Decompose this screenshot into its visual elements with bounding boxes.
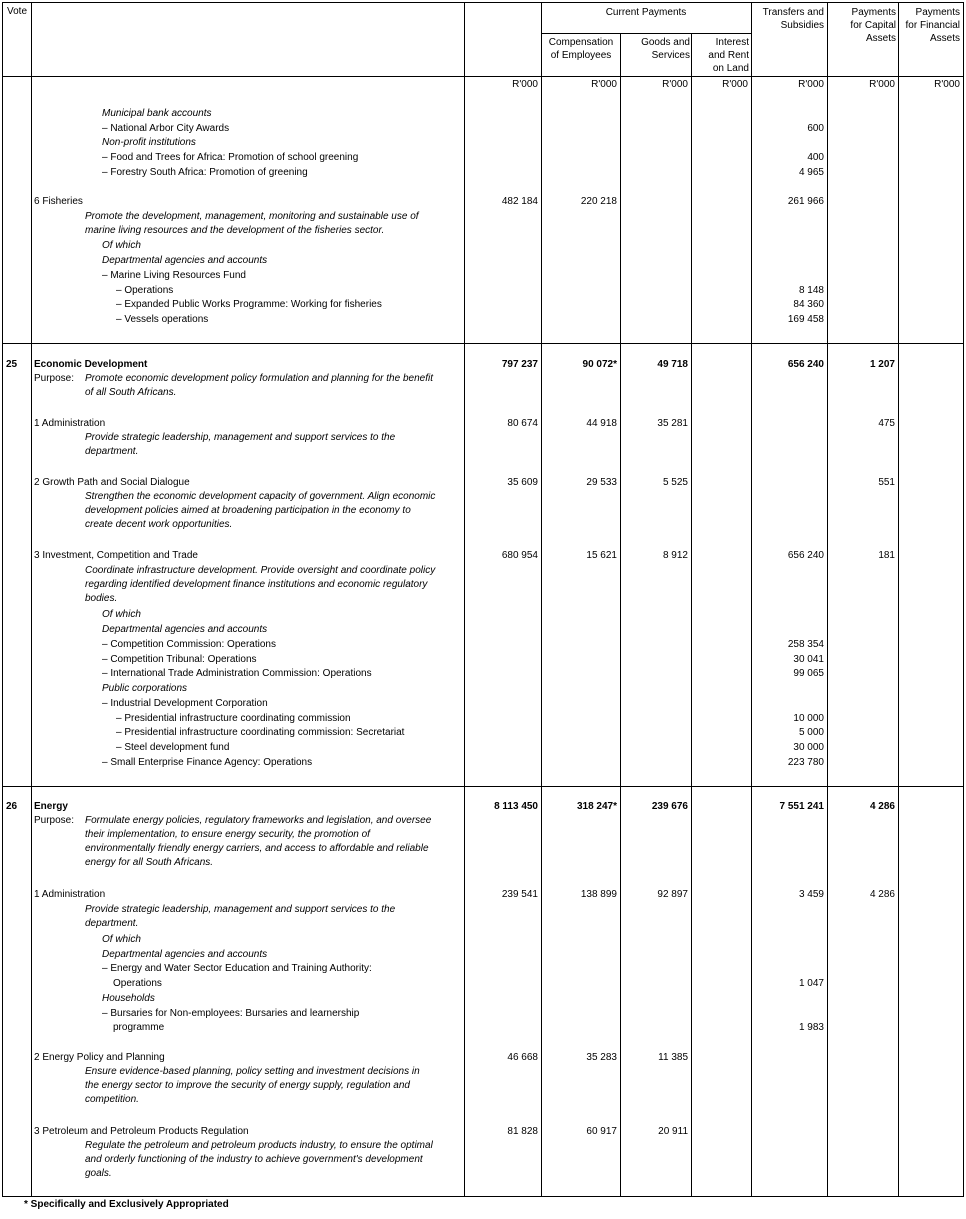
cell-tr: 3 459 <box>798 889 824 900</box>
header-vote: Vote <box>7 6 28 17</box>
cell-comp: 90 072* <box>582 359 617 370</box>
cell-goods: 35 281 <box>657 418 688 429</box>
footnote: * Specifically and Exclusively Appropriated <box>24 1199 229 1210</box>
unit-financial: R'000 <box>934 79 960 90</box>
cell-cap: 475 <box>878 418 895 429</box>
row-description: their implementation, to ensure energy security, the promotion of <box>85 829 370 840</box>
col-divider-transfers <box>827 3 828 1196</box>
cell-tr: 400 <box>807 152 824 163</box>
row-description: energy for all South Africans. <box>85 857 214 868</box>
row-description: – Energy and Water Sector Education and Training Authority: <box>102 963 372 974</box>
row-description: create decent work opportunities. <box>85 519 233 530</box>
cell-tr: 10 000 <box>793 713 824 724</box>
row-description: Coordinate infrastructure development. Provide oversight and coordinate policy <box>85 565 436 576</box>
row-description: department. <box>85 918 139 929</box>
row-description: Economic Development <box>34 359 148 370</box>
row-description: – National Arbor City Awards <box>102 123 230 134</box>
header-interest: Interest and Rent on Land <box>708 37 749 74</box>
row-description: – Steel development fund <box>116 742 230 753</box>
cell-total: 81 828 <box>507 1126 538 1137</box>
cell-total: 482 184 <box>501 196 538 207</box>
row-description: – Vessels operations <box>116 314 209 325</box>
row-description: Strengthen the economic development capacity of government. Align economic <box>85 491 436 502</box>
section-rule-25 <box>3 343 963 344</box>
header-financial: Payments for Financial Assets <box>905 7 960 44</box>
cell-total: 239 541 <box>501 889 538 900</box>
col-divider-vote <box>31 3 32 1196</box>
row-description: – Small Enterprise Finance Agency: Operations <box>102 757 313 768</box>
cell-goods: 8 912 <box>662 550 688 561</box>
row-description: – Presidential infrastructure coordinating commission: Secretariat <box>116 727 405 738</box>
row-description: Purpose: <box>34 373 75 384</box>
row-description: Energy <box>34 801 68 812</box>
row-description: – Marine Living Resources Fund <box>102 270 246 281</box>
row-description: Municipal bank accounts <box>102 108 212 119</box>
row-description: 6 Fisheries <box>34 196 83 207</box>
row-description: Ensure evidence-based planning, policy setting and investment decisions in <box>85 1066 420 1077</box>
cell-tr: 169 458 <box>787 314 824 325</box>
row-description: programme <box>113 1022 165 1033</box>
row-description: – Industrial Development Corporation <box>102 698 268 709</box>
unit-total: R'000 <box>512 79 538 90</box>
row-description: Public corporations <box>102 683 188 694</box>
cell-tr: 656 240 <box>787 359 824 370</box>
row-description: – Presidential infrastructure coordinating commission <box>116 713 351 724</box>
header-rule <box>3 76 963 77</box>
row-description: – Operations <box>116 285 174 296</box>
row-description: – Bursaries for Non-employees: Bursaries and learnership <box>102 1008 360 1019</box>
row-description: goals. <box>85 1168 112 1179</box>
cell-goods: 5 525 <box>662 477 688 488</box>
row-description: Provide strategic leadership, management and support services to the <box>85 904 396 915</box>
cell-comp: 138 899 <box>580 889 617 900</box>
header-current-payments: Current Payments <box>605 7 687 18</box>
cell-tr: 656 240 <box>787 550 824 561</box>
header-compensation: Compensation of Employees <box>548 37 614 61</box>
unit-goods: R'000 <box>662 79 688 90</box>
cell-goods: 92 897 <box>657 889 688 900</box>
cell-tr: 261 966 <box>787 196 824 207</box>
cell-cap: 4 286 <box>869 889 895 900</box>
row-description: competition. <box>85 1094 139 1105</box>
row-description: regarding identified development finance institutions and economic regulatory <box>85 579 428 590</box>
col-divider-capital <box>898 3 899 1196</box>
cell-comp: 44 918 <box>586 418 617 429</box>
header-capital: Payments for Capital Assets <box>850 7 896 44</box>
row-description: Purpose: <box>34 815 75 826</box>
row-description: 3 Investment, Competition and Trade <box>34 550 198 561</box>
cell-tr: 84 360 <box>793 299 824 310</box>
row-description: Of which <box>102 609 141 620</box>
row-description: Promote the development, management, monitoring and sustainable use of <box>85 211 419 222</box>
unit-interest: R'000 <box>722 79 748 90</box>
cell-tr: 1 047 <box>798 978 824 989</box>
cell-tr: 4 965 <box>798 167 824 178</box>
cell-goods: 20 911 <box>658 1126 688 1137</box>
row-description: 1 Administration <box>34 889 106 900</box>
cell-comp: 29 533 <box>586 477 617 488</box>
row-description: 1 Administration <box>34 418 106 429</box>
row-description: Regulate the petroleum and petroleum products industry, to ensure the optimal <box>85 1140 433 1151</box>
vote-number: 26 <box>6 801 18 812</box>
row-description: Provide strategic leadership, management and support services to the <box>85 432 396 443</box>
row-description: 3 Petroleum and Petroleum Products Regulation <box>34 1126 249 1137</box>
cell-tr: 7 551 241 <box>779 801 824 812</box>
cell-total: 797 237 <box>501 359 538 370</box>
appropriation-table <box>2 2 964 1197</box>
row-description: department. <box>85 446 139 457</box>
header-transfers: Transfers and Subsidies <box>762 7 824 31</box>
cell-tr: 223 780 <box>787 757 824 768</box>
col-divider-goods <box>691 33 692 1196</box>
row-description: development policies aimed at broadening participation in the economy to <box>85 505 411 516</box>
col-divider-total <box>541 3 542 1196</box>
cell-comp: 220 218 <box>580 196 617 207</box>
row-description: Departmental agencies and accounts <box>102 255 268 266</box>
section-rule-26 <box>3 786 963 787</box>
row-description: 2 Growth Path and Social Dialogue <box>34 477 190 488</box>
cell-tr: 1 983 <box>798 1022 824 1033</box>
cell-goods: 11 385 <box>658 1052 688 1063</box>
cell-tr: 5 000 <box>798 727 824 738</box>
row-description: Of which <box>102 934 141 945</box>
row-description: Departmental agencies and accounts <box>102 949 268 960</box>
cell-comp: 15 621 <box>586 550 617 561</box>
unit-transfers: R'000 <box>798 79 824 90</box>
cell-total: 8 113 450 <box>494 801 538 812</box>
row-description: bodies. <box>85 593 118 604</box>
row-description: Formulate energy policies, regulatory frameworks and legislation, and oversee <box>85 815 432 826</box>
vote-number: 25 <box>6 359 18 370</box>
cell-tr: 600 <box>807 123 824 134</box>
row-description: – Expanded Public Works Programme: Working for fisheries <box>116 299 382 310</box>
cell-total: 80 674 <box>507 418 538 429</box>
row-description: Operations <box>113 978 162 989</box>
row-description: Of which <box>102 240 141 251</box>
cell-total: 680 954 <box>501 550 538 561</box>
row-description: Non-profit institutions <box>102 137 196 148</box>
row-description: environmentally friendly energy carriers, and access to affordable and reliable <box>85 843 429 854</box>
cell-tr: 30 041 <box>793 654 824 665</box>
cell-tr: 258 354 <box>787 639 824 650</box>
unit-capital: R'000 <box>869 79 895 90</box>
row-description: Promote economic development policy formulation and planning for the benefit <box>85 373 433 384</box>
col-divider-interest <box>751 3 752 1196</box>
cell-total: 46 668 <box>507 1052 538 1063</box>
col-divider-compensation <box>620 33 621 1196</box>
row-description: and orderly functioning of the industry to achieve government's development <box>85 1154 423 1165</box>
cell-cap: 551 <box>878 477 895 488</box>
row-description: – International Trade Administration Commission: Operations <box>102 668 372 679</box>
cell-cap: 4 286 <box>869 801 895 812</box>
unit-compensation: R'000 <box>591 79 617 90</box>
current-payments-rule <box>541 33 751 34</box>
cell-total: 35 609 <box>507 477 538 488</box>
cell-comp: 60 917 <box>586 1126 617 1137</box>
row-description: Departmental agencies and accounts <box>102 624 268 635</box>
cell-tr: 99 065 <box>793 668 824 679</box>
row-description: – Competition Commission: Operations <box>102 639 276 650</box>
header-goods: Goods and Services <box>641 37 690 61</box>
row-description: – Forestry South Africa: Promotion of greening <box>102 167 308 178</box>
row-description: – Food and Trees for Africa: Promotion of school greening <box>102 152 359 163</box>
cell-tr: 8 148 <box>798 285 824 296</box>
row-description: 2 Energy Policy and Planning <box>34 1052 165 1063</box>
cell-comp: 318 247* <box>576 801 617 812</box>
cell-cap: 1 207 <box>869 359 895 370</box>
cell-comp: 35 283 <box>586 1052 617 1063</box>
cell-goods: 49 718 <box>657 359 688 370</box>
cell-cap: 181 <box>878 550 895 561</box>
cell-goods: 239 676 <box>651 801 688 812</box>
row-description: marine living resources and the development of the fisheries sector. <box>85 225 385 236</box>
row-description: – Competition Tribunal: Operations <box>102 654 257 665</box>
row-description: Households <box>102 993 155 1004</box>
col-divider-description <box>464 3 465 1196</box>
row-description: the energy sector to improve the security of energy supply, regulation and <box>85 1080 410 1091</box>
row-description: of all South Africans. <box>85 387 177 398</box>
cell-tr: 30 000 <box>793 742 824 753</box>
